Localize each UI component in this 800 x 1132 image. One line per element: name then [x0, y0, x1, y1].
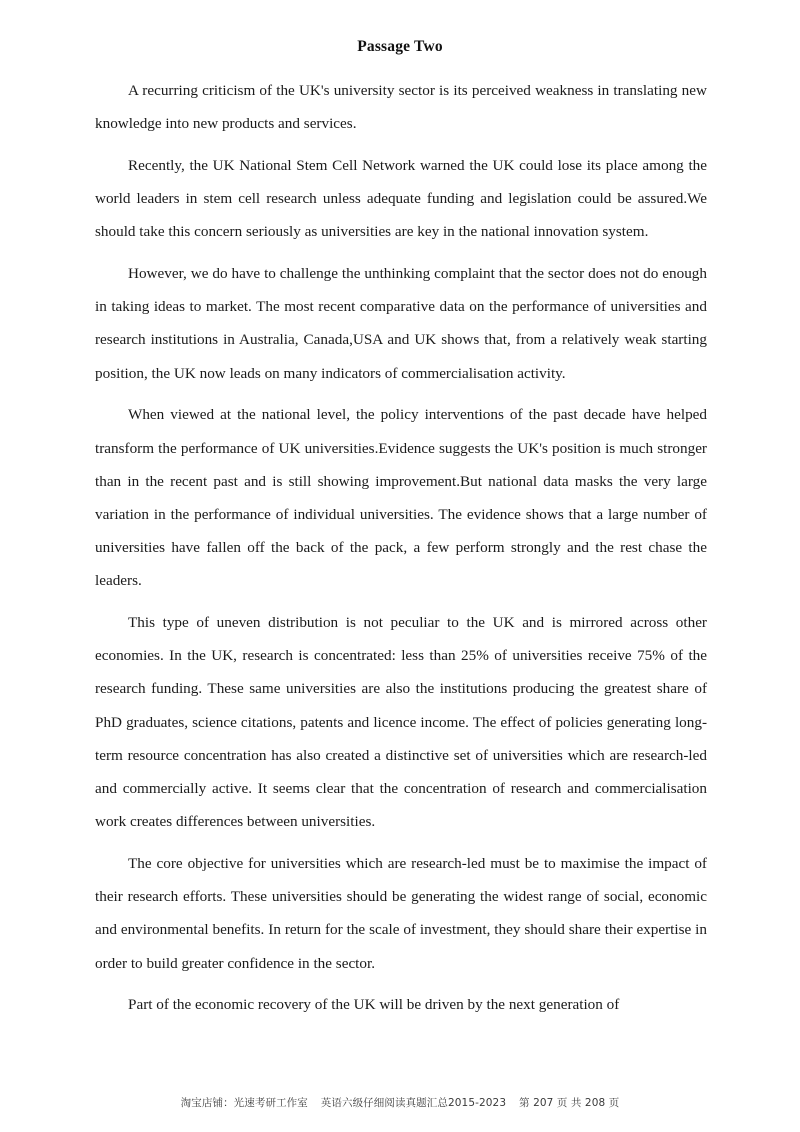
paragraph: Recently, the UK National Stem Cell Network warned the UK could lose its place among the world leaders in stem cell research unless adequate funding and legislation could be assured.We should take this concern seriously as universities are key in the national innovation system. [95, 156, 707, 241]
paragraph: When viewed at the national level, the policy interventions of the past decade have helped transform the performance of UK universities.Evidence suggests the UK's position is much stronger than in the recent past and is still showing improvement.But national data masks the very large variation in the performance of individual universities. The evidence shows that a large number of universities have fallen off the back of the pack, a few perform strongly and the rest chase the leaders. [95, 406, 707, 590]
paragraph: A recurring criticism of the UK's university sector is its perceived weakness in translating new knowledge into new products and services. [95, 82, 707, 133]
paragraph: The core objective for universities which are research-led must be to maximise the impact of their research efforts. These universities should be generating the widest range of social, economic and environmental benefits. In return for the scale of investment, they should share their expertise in order to build greater confidence in the sector. [95, 854, 707, 972]
paragraph: However, we do have to challenge the unthinking complaint that the sector does not do enough in taking ideas to market. The most recent comparative data on the performance of universities and research institutions in Australia, Canada,USA and UK shows that, from a relatively weak starting position, the UK now leads on many indicators of commercialisation activity. [95, 265, 707, 382]
footer-book-title: 英语六级仔细阅读真题汇总2015-2023 [320, 1097, 507, 1109]
paragraph: Part of the economic recovery of the UK will be driven by the next generation of [128, 996, 620, 1014]
page-title: Passage Two [357, 38, 443, 55]
page-footer [0, 1095, 800, 1110]
footer-page-number: 第 207 页 共 208 页 [519, 1097, 620, 1109]
footer-shop-name: 淘宝店铺：光速考研工作室 [180, 1097, 308, 1109]
paragraph: This type of uneven distribution is not peculiar to the UK and is mirrored across other economies. In the UK, research is concentrated: less than 25% of universities receive 75% of the research funding. These same universities are also the institutions producing the greatest share of PhD graduates, science citations, patents and licence income. The effect of policies generating long-term resource concentration has also created a distinctive set of universities which are research-led and commercially active. It seems clear that the concentration of research and commercialisation work creates differences between universities. [95, 614, 707, 831]
document-body [0, 56, 800, 1021]
